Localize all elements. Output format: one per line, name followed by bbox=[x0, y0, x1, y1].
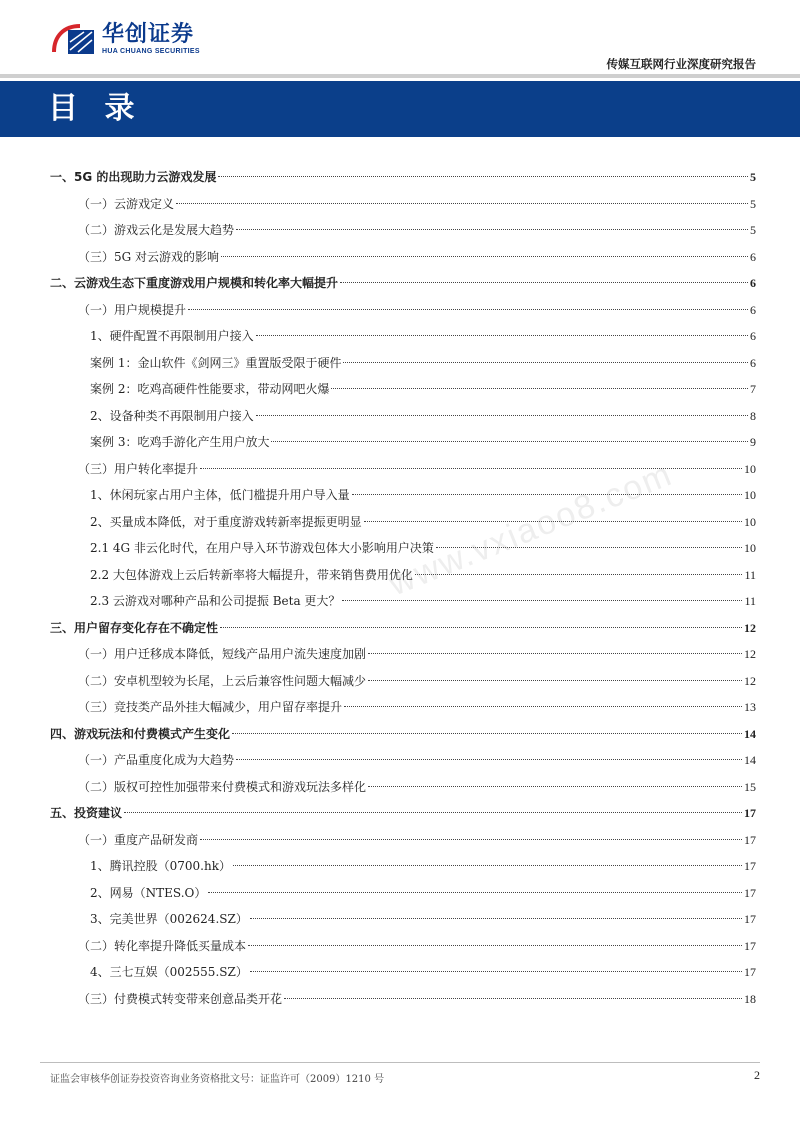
title-band bbox=[0, 81, 800, 137]
toc-entry[interactable] bbox=[90, 512, 756, 532]
toc-entry[interactable] bbox=[90, 406, 756, 426]
toc-entry-page: 17 bbox=[744, 806, 756, 820]
toc-entry[interactable] bbox=[78, 936, 756, 956]
toc-entry[interactable] bbox=[90, 353, 756, 373]
toc-entry-title: 1、腾讯控股（0700.hk） bbox=[90, 859, 231, 873]
toc-entry-page: 14 bbox=[744, 753, 756, 767]
toc-entry-title: （一）重度产品研发商 bbox=[78, 832, 199, 847]
toc-dot-leader bbox=[343, 362, 748, 363]
toc-entry-page: 18 bbox=[744, 991, 756, 1006]
toc-dot-leader bbox=[176, 203, 748, 204]
toc-dot-leader bbox=[340, 282, 748, 283]
toc-entry-page: 17 bbox=[744, 859, 756, 873]
toc-entry-page: 6 bbox=[750, 276, 756, 290]
toc-entry-title: 案例 1：金山软件《剑网三》重置版受限于硬件 bbox=[90, 355, 342, 370]
toc-dot-leader bbox=[248, 945, 742, 946]
footer-license: 证监会审核华创证券投资咨询业务资格批文号：证监许可（2009）1210 号 bbox=[50, 1074, 385, 1085]
toc-dot-leader bbox=[232, 733, 742, 734]
toc-entry-title: 二、云游戏生态下重度游戏用户规模和转化率大幅提升 bbox=[50, 276, 339, 290]
toc-entry[interactable] bbox=[78, 247, 756, 267]
toc-dot-leader bbox=[250, 918, 742, 919]
toc-entry[interactable] bbox=[78, 194, 756, 214]
toc-entry[interactable] bbox=[78, 300, 756, 320]
toc-entry[interactable] bbox=[90, 379, 756, 399]
toc-dot-leader bbox=[271, 441, 748, 442]
toc-entry-page: 7 bbox=[750, 382, 756, 396]
toc-entry-title: （一）用户迁移成本降低，短线产品用户流失速度加剧 bbox=[78, 647, 367, 661]
toc-entry[interactable] bbox=[78, 220, 756, 240]
toc-entry-title: 2.1 4G 非云化时代，在用户导入环节游戏包体大小影响用户决策 bbox=[90, 541, 434, 555]
toc-dot-leader bbox=[218, 176, 748, 177]
toc-dot-leader bbox=[352, 494, 742, 495]
toc-entry[interactable] bbox=[90, 883, 756, 903]
toc-entry-page: 6 bbox=[750, 355, 756, 370]
page-header bbox=[0, 0, 800, 80]
toc-entry-page: 11 bbox=[744, 567, 756, 582]
toc-dot-leader bbox=[236, 759, 742, 760]
toc-entry[interactable] bbox=[78, 830, 756, 850]
toc-entry-title: 2、设备种类不再限制用户接入 bbox=[90, 408, 254, 423]
toc-entry-page: 5 bbox=[750, 196, 756, 211]
toc-dot-leader bbox=[368, 680, 742, 681]
footer-divider bbox=[40, 1062, 760, 1063]
toc-entry-title: 4、三七互娱（002555.SZ） bbox=[90, 965, 248, 979]
toc-entry-page: 17 bbox=[744, 938, 756, 953]
toc-dot-leader bbox=[124, 812, 742, 813]
toc-dot-leader bbox=[250, 971, 742, 972]
page-title: 目 录 bbox=[48, 91, 143, 126]
toc-dot-leader bbox=[344, 706, 742, 707]
toc-entry-title: （一）产品重度化成为大趋势 bbox=[78, 753, 235, 767]
toc-dot-leader bbox=[368, 786, 742, 787]
toc-entry[interactable] bbox=[50, 803, 756, 823]
toc-entry-title: （二）安卓机型较为长尾，上云后兼容性问题大幅减少 bbox=[78, 673, 367, 688]
toc-entry-title: 2.2 大包体游戏上云后转新率将大幅提升，带来销售费用优化 bbox=[90, 567, 413, 582]
toc-entry-page: 11 bbox=[744, 594, 756, 608]
toc-dot-leader bbox=[200, 839, 742, 840]
toc-entry-title: （三）5G 对云游戏的影响 bbox=[78, 249, 220, 264]
toc-entry-title: 1、硬件配置不再限制用户接入 bbox=[90, 329, 254, 343]
toc-entry-title: （二）版权可控性加强带来付费模式和游戏玩法多样化 bbox=[78, 779, 367, 794]
toc-entry-page: 12 bbox=[744, 673, 756, 688]
toc-entry-title: 三、用户留存变化存在不确定性 bbox=[50, 620, 219, 635]
toc-entry[interactable] bbox=[50, 618, 756, 638]
toc-dot-leader bbox=[221, 256, 748, 257]
toc-entry-title: （三）竞技类产品外挂大幅减少，用户留存率提升 bbox=[78, 700, 343, 714]
toc-entry[interactable] bbox=[78, 697, 756, 717]
toc-entry-title: 案例 3：吃鸡手游化产生用户放大 bbox=[90, 435, 270, 449]
toc-dot-leader bbox=[284, 998, 742, 999]
toc-entry-title: 1、休闲玩家占用户主体，低门槛提升用户导入量 bbox=[90, 488, 350, 502]
toc-entry-page: 6 bbox=[750, 302, 756, 317]
toc-entry[interactable] bbox=[90, 432, 756, 452]
toc-dot-leader bbox=[256, 415, 748, 416]
toc-dot-leader bbox=[236, 229, 748, 230]
toc-entry-page: 13 bbox=[744, 700, 756, 714]
toc-entry-title: （一）云游戏定义 bbox=[78, 196, 175, 211]
toc-dot-leader bbox=[220, 627, 742, 628]
toc-entry-title: （二）转化率提升降低买量成本 bbox=[78, 938, 247, 953]
toc-entry-page: 15 bbox=[744, 779, 756, 794]
toc-dot-leader bbox=[368, 653, 742, 654]
toc-entry-title: 2.3 云游戏对哪种产品和公司提振 Beta 更大？ bbox=[90, 594, 341, 608]
toc-entry-page: 10 bbox=[744, 488, 756, 502]
toc-entry-page: 12 bbox=[744, 647, 756, 661]
logo-chinese-name: 华创证券 bbox=[102, 21, 195, 47]
toc-entry-page: 6 bbox=[750, 249, 756, 264]
toc-entry-title: （三）付费模式转变带来创意品类开花 bbox=[78, 991, 283, 1006]
toc-entry[interactable] bbox=[50, 724, 756, 744]
toc-entry[interactable] bbox=[50, 167, 756, 187]
toc-entry[interactable] bbox=[50, 273, 756, 293]
toc-entry-title: 案例 2：吃鸡高硬件性能要求，带动网吧火爆 bbox=[90, 382, 330, 396]
toc-entry[interactable] bbox=[90, 909, 756, 929]
toc-entry-title: （二）游戏云化是发展大趋势 bbox=[78, 223, 235, 237]
toc-entry-page: 10 bbox=[744, 541, 756, 555]
toc-entry-page: 17 bbox=[744, 832, 756, 847]
report-name: 传媒互联网行业深度研究报告 bbox=[606, 57, 756, 71]
toc-entry-title: 四、游戏玩法和付费模式产生变化 bbox=[50, 726, 231, 741]
toc-entry-title: 五、投资建议 bbox=[50, 806, 123, 820]
toc-entry-page: 5 bbox=[750, 223, 756, 237]
toc-entry-page: 9 bbox=[750, 435, 756, 449]
toc-entry-page: 17 bbox=[744, 912, 756, 926]
toc-entry-title: 一、5G 的出现助力云游戏发展 bbox=[50, 170, 217, 184]
toc-entry-page: 5 bbox=[750, 170, 756, 184]
company-logo bbox=[50, 22, 200, 56]
toc-entry-page: 14 bbox=[744, 726, 756, 741]
toc-entry[interactable] bbox=[78, 671, 756, 691]
toc-dot-leader bbox=[208, 892, 742, 893]
toc-entry-page: 6 bbox=[750, 329, 756, 343]
toc-entry-page: 10 bbox=[744, 514, 756, 529]
toc-entry-title: （一）用户规模提升 bbox=[78, 302, 187, 317]
toc-entry[interactable] bbox=[78, 644, 756, 664]
toc-entry[interactable] bbox=[78, 777, 756, 797]
toc-entry-page: 8 bbox=[750, 408, 756, 423]
toc-entry[interactable] bbox=[90, 326, 756, 346]
toc-entry-page: 12 bbox=[744, 620, 756, 635]
toc-entry-title: 3、完美世界（002624.SZ） bbox=[90, 912, 248, 926]
toc-entry[interactable] bbox=[78, 750, 756, 770]
toc-entry[interactable] bbox=[90, 962, 756, 982]
header-divider bbox=[0, 74, 800, 78]
watermark-text: www.vxiaoo8.com bbox=[383, 454, 679, 604]
toc-entry[interactable] bbox=[78, 989, 756, 1009]
toc-entry-page: 17 bbox=[744, 965, 756, 979]
toc-entry-page: 17 bbox=[744, 885, 756, 900]
page-number: 2 bbox=[754, 1068, 760, 1082]
toc-entry-title: （三）用户转化率提升 bbox=[78, 461, 199, 476]
toc-entry-page: 10 bbox=[744, 461, 756, 476]
toc-dot-leader bbox=[188, 309, 748, 310]
logo-mark-icon bbox=[50, 22, 96, 56]
toc-dot-leader bbox=[233, 865, 742, 866]
toc-entry-title: 2、网易（NTES.O） bbox=[90, 885, 207, 900]
toc-entry[interactable] bbox=[90, 856, 756, 876]
toc-entry-title: 2、买量成本降低，对于重度游戏转新率提振更明显 bbox=[90, 514, 362, 529]
logo-english-name: HUA CHUANG SECURITIES bbox=[102, 47, 200, 55]
toc-dot-leader bbox=[331, 388, 748, 389]
toc-dot-leader bbox=[256, 335, 748, 336]
